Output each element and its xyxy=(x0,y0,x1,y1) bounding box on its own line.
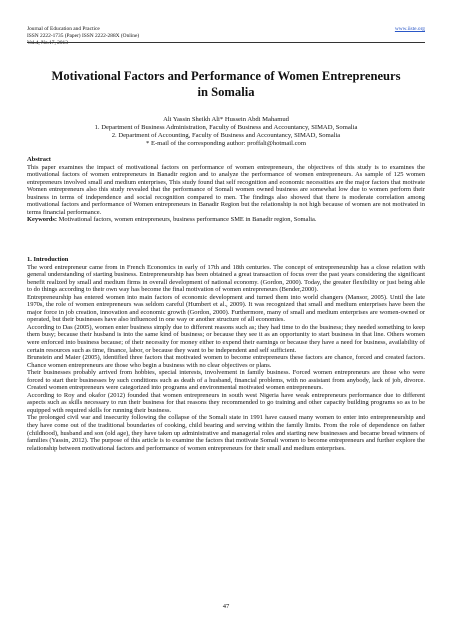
affiliation-1: 1. Department of Business Administration, Faculty of Business and Accountancy, SIMAD, Somalia xyxy=(94,124,358,131)
paper-title xyxy=(27,68,425,100)
affiliation-2: 2. Department of Accounting, Faculty of Business and Accountancy, SIMAD, Somalia xyxy=(111,132,341,139)
header-divider xyxy=(27,42,425,43)
journal-issn: ISSN 2222-1735 (Paper) ISSN 2222-288X (Online) xyxy=(27,33,140,39)
journal-name: Journal of Education and Practice xyxy=(27,26,100,32)
abstract-text: This paper examines the impact of motivational factors on performance of women entrepreneurs, the objectives of this study is to examines the motivational factors of women entrepreneurs in Banadir region and to analyze the performance of women entrepreneurs. As sample of 125 women entrepreneurs involved small and medium enterprises, This study found that self recognition and economic necessities are the major factors that motivate Women entrepreneurs also this study revealed that the performance of Somali women owned business are somewhat low due to women perform their business in terms of independence and social recognition compared to men. The findings also showed that there is moderate correlation among motivational factors and performance of Women entrepreneurs in Banadir Region but the relationship is not high because of women are not motivated in terms financial performance. xyxy=(27,163,425,216)
journal-website-link[interactable]: www.iiste.org xyxy=(394,26,425,32)
introduction-section xyxy=(27,256,425,452)
intro-paragraph: The word entrepreneur came from in French Economics in early of 17th and 18th centuries. The concept of entrepreneurship has a close relation with general understanding of starting business. Entrepreneurship has been obtained a great transaction of focus over the past years considering the significant benefit realized by small and medium firms in overall development of national economy. (Gordon, 2000). Today, the greater flexibility or just being able to do things according to their own way has become the final motivation of women entrepreneurs (Bender,2000). xyxy=(27,263,425,294)
page-number: 47 xyxy=(222,603,230,610)
abstract-section xyxy=(27,156,425,224)
abstract-heading: Abstract xyxy=(27,156,51,163)
keywords-line xyxy=(27,216,425,224)
intro-paragraph: Their businesses probably arrived from hobbies, special interests, involvement in family business. Forced women entrepreneurs are those who were forced to start their businesses by such conditions such as death of a husband, financial problems, with no assistant from anybody, lack of job, divorce. Created women entrepreneurs were categorized into programs and environmental motivated women entrepreneurs. xyxy=(27,369,425,392)
paper-title-line1: Motivational Factors and Performance of Women Entrepreneurs xyxy=(51,69,401,83)
journal-volume: Vol.4, No.17, 2013 xyxy=(27,40,68,46)
introduction-heading: 1. Introduction xyxy=(27,256,69,263)
intro-paragraph: Brunstein and Maier (2005), identified three factors that motivated women to become entrepreneurs these factors are chance, forced and created factors. Chance women entrepreneurs are those who begin a business with no clear objectives or plans. xyxy=(27,354,425,369)
intro-paragraph: According to Das (2005), women enter business simply due to different reasons such as; they had time to do the business; they needed something to keep them busy; because their husband is into the same kind of business; or because they see it as an opportunity to start business in that line. Others women were enforced into business because; of their necessity for money either to expend their earnings or because they have a need for business, availability of certain resources such as time, finance, labor, or because they want to be independent and self sufficient. xyxy=(27,323,425,354)
paper-title-line2: in Somalia xyxy=(197,85,255,99)
keywords-label: Keywords: xyxy=(27,216,58,224)
corresponding-email: * E-mail of the corresponding author: proffali@hotmail.com xyxy=(146,140,306,147)
keywords-text: Motivational factors, women entrepreneurs, business performance SME in Banadir region, Somalia. xyxy=(57,216,317,224)
intro-paragraph: According to Roy and okafor (2012) founded that women entrepreneurs in south west Nigeria have weak entrepreneurs performance due to different aspects such as skills necessary to run their business for that reasons they recommended to go training and other capacity building programs so as to be equipped with required skills for running their business. xyxy=(27,391,425,414)
intro-paragraph: Entrepreneurship has entered women into main factors of economic development and turned them into world changers (Mansor, 2005). Until the late 1970s, the role of women entrepreneurs was seldom careful (Humbert et al., 2009). It was recognized that small and medium enterprises have been the major force in job creation, innovation and economic growth (Gordon, 2000). Furthermore, many of small and medium enterprises are women-owned or operated, but their businesses have also influenced in one way or another structure of all economies. xyxy=(27,293,425,324)
journal-header xyxy=(27,26,425,47)
intro-paragraph: The prolonged civil war and insecurity following the collapse of the Somali state in 1991 have caused many women to enter into entrepreneurship and they have come out of the traditional boundaries of cooking, child bearing and serving within the family limits. From the role of dependence on father (childhood), husband and son (old age), they have taken up administrative and managerial roles and starting new businesses and became bread winners of families (Yassin, 2012). The purpose of this article is to examine the factors that motivate Somali women to become entrepreneurs and further explore the relationship between motivational factors and performance of women entrepreneurs for their small and medium enterprises. xyxy=(27,414,425,452)
authors: Ali Yassin Sheikh Ali* Hussein Abdi Mahamud xyxy=(163,116,289,123)
